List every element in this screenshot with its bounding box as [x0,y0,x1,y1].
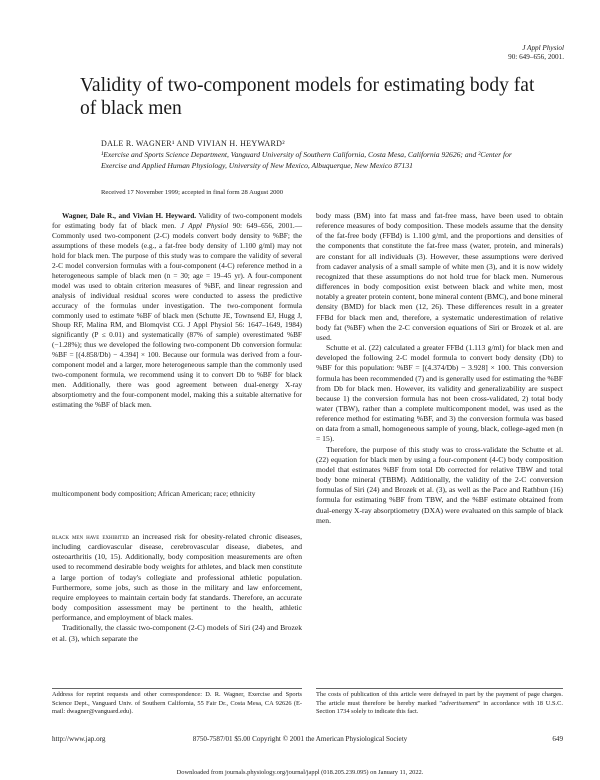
body-left [52,532,302,644]
keywords: multicomponent body composition; African American; race; ethnicity [52,489,256,498]
download-notice: Downloaded from journals.physiology.org/journal/jappl (018.205.239.095) on January 11, 2022. [176,769,424,776]
journal-header [508,44,564,62]
abstract-title: Validity of two-component models for estimating body fat of black men. [52,211,302,230]
abstract-lead: Wagner, Dale R., and Vivian H. Heyward. [62,211,197,220]
article-authors: DALE R. WAGNER¹ AND VIVIAN H. HEYWARD² [101,139,285,148]
received-dates: Received 17 November 1999; accepted in final form 28 August 2000 [101,189,284,196]
journal-name: J Appl Physiol [522,44,564,52]
footnote-address: Address for reprint requests and other correspondence: D. R. Wagner, Exercise and Sports Science Dept., Vanguard Univ. of Southern California, 55 Fair Dr., Costa Mesa, CA 92626 (E-mail: dwagner@vanguard.edu). [52,691,302,716]
intro-lead: black men have exhibited [52,533,130,541]
page-number: 649 [552,735,563,743]
abstract [52,211,302,410]
footnote-costs-advertisement: advertisement [441,699,478,707]
footnote-costs-part1: The costs of publication of this article were defrayed in part by the payment of page charges. The article must therefore be hereby marked " [316,691,563,707]
article-title: Validity of two-component models for estimating body fat of black men [80,75,535,119]
abstract-journal: J Appl Physiol [180,220,229,230]
article-affiliation: ¹Exercise and Sports Science Department, Vanguard University of Southern California, Costa Mesa, California 92626; and ²Center for Exercise and Applied Human Physiology, University of New Mexico, Albuquerque, New Mexico 87131 [101,150,512,170]
footnote-costs-part2: " in accordance with 18 U.S.C. Section 1734 solely to indicate this fact. [316,699,563,716]
copyright-line: 8750-7587/01 $5.00 Copyright © 2001 the American Physiological Society [192,735,408,743]
footnote-rule-left [52,688,302,689]
journal-url-link[interactable]: http://www.jap.org [52,735,106,743]
paragraph-2: Traditionally, the classic two-component (2-C) models of Siri (24) and Brozek et al. (3), which separate the [52,623,302,643]
footnote-costs [316,691,563,717]
journal-citation: 90: 649–656, 2001. [508,53,564,61]
paragraph-3: body mass (BM) into fat mass and fat-free mass, have been used to obtain reference measures of body composition. These models assume that the density of the fat-free body (FFBd) is 1.100 g/ml, and the proportions and densities of the components that constitute the fat-free mass (water, protein, and minerals) are constant for all individuals (3). However, these assumptions were derived from cadaver analysis of a small sample of white men (3), and it is now widely recognized that these assumptions do not hold true for black men. Numerous differences in body composition exist between black and white men, most notably a greater protein content, bone mineral content (BMC), and bone mineral density (BMD) for black men (12, 26). These differences result in a greater FFBd for black men and, therefore, a systematic underestimation of relative body fat (%BF) when the 2-C conversion equations of Siri or Brozek et al. are used. [316,211,563,342]
footnote-rule-right [316,688,563,689]
body-right [316,211,563,526]
intro-paragraph: an increased risk for obesity-related chronic diseases, including cardiovascular disease, cerebrovascular disease, diabetes, and osteoarthritis (10, 15). Additionally, body composition measurements are often used to recommend desirable body weights for athletes, and black men constitute a large portion of today's collegiate and professional athletic population. Furthermore, some jobs, such as those in the military and law enforcement, require employees to maintain certain body fat standards. Therefore, an accurate body composition assessment may be pertinent to the health, athletic performance, and employment of black males. [52,532,302,623]
abstract-text: 90: 649–656, 2001.— Commonly used two-component (2-C) models convert body density to %BF; the assumptions of these models (e.g., a fat-free body density of 1.100 g/ml) may not hold for black men. The purpose of this study was to compare the validity of several 2-C model conversion formulas with a four-component (4-C) reference method in a heterogeneous sample of black men (n = 30; age = 19–45 yr). A four-component model was used to obtain criterion measures of %BF, and linear regression and analysis of individual residual scores were conducted to assess the predictive accuracy of the formulas under investigation. The two-component formula commonly used to estimate %BF of black men (Schutte JE, Townsend EJ, Hugg J, Shoup RF, Malina RM, and Blomqvist CG. J Appl Physiol 56: 1647–1649, 1984) significantly (P ≤ 0.01) and systematically (87% of sample) overestimated %BF (−1.28%); thus we developed the following two-component Db conversion formula: %BF = [(4.858/Db) − 4.394] × 100. Because our formula was derived from a four-component model and a larger, more heterogeneous sample than the commonly used two-component formula, we recommend using it to convert Db to %BF for black men. Additionally, there was good agreement between dual-energy X-ray absorptiometry and the four-component model, making this a suitable alternative for estimating the %BF of black men. [52,220,303,410]
paragraph-4: Schutte et al. (22) calculated a greater FFBd (1.113 g/ml) for black men and developed the following 2-C model formula to convert body density (Db) to %BF for this population: %BF = [(4.374/Db) − 3.928] × 100. This conversion formula has been recommended (7) and is generally used for estimating the %BF from Db for black men. However, its validity and generalizability are suspect because 1) the conversion formula has not been cross-validated, 2) total body water (TBW), rather than a complete multicomponent model, was used as the reference method for estimating %BF, and 3) the conversion formula was based on data from a small, homogeneous sample of young, black, college-aged men (n = 15). [316,343,563,444]
paragraph-5: Therefore, the purpose of this study was to cross-validate the Schutte et al. (22) equation for black men by using a four-component (4-C) body composition model that estimates %BF from total Db corrected for relative TBW and total body bone mineral (TBBM). Additionally, the validity of the 2-C conversion formulas of Siri (24) and Brozek et al. (3), as well as the Pace and Rathbun (16) formula for estimating %BF from TBW, and the %BF estimate obtained from dual-energy X-ray absorptiometry (DXA) were evaluated on this sample of black men. [316,444,563,525]
